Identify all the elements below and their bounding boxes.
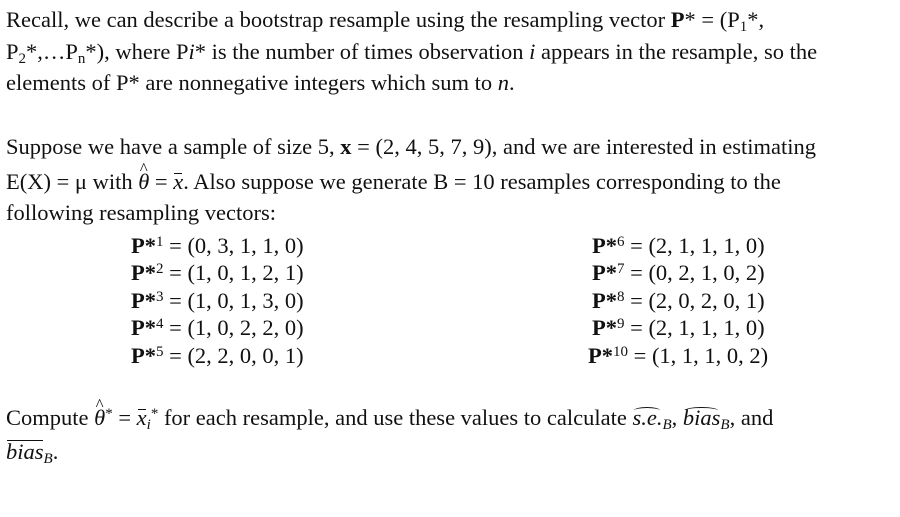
- text-span: for each resample, and use these values to calculate: [158, 405, 633, 430]
- text-span: P*: [131, 233, 156, 258]
- bold-vector-x: x: [340, 134, 352, 159]
- text-span: =: [112, 405, 137, 430]
- vector-row: [588, 342, 900, 369]
- vector-row: [592, 287, 900, 314]
- paragraph-sample-setup: [6, 131, 886, 229]
- superscript: 1: [156, 234, 164, 250]
- italic-var: i: [529, 38, 536, 64]
- vector-value: = (2, 1, 1, 1, 0): [624, 315, 765, 341]
- text-line: [6, 436, 886, 468]
- text-line: [6, 4, 886, 36]
- superscript: 5: [156, 343, 164, 360]
- vector-row: [592, 232, 900, 259]
- subscript: 2: [18, 50, 27, 67]
- text-span: elements of P* are nonnegative integers which sum to: [6, 70, 498, 95]
- text-span: P*: [588, 342, 613, 368]
- vector-name: [592, 260, 625, 285]
- subscript: 1: [739, 19, 748, 35]
- text-span: appears in the resample, so the: [535, 38, 818, 64]
- italic-var: i: [188, 38, 195, 64]
- text-span: P*: [592, 287, 617, 313]
- x-bar: x: [137, 402, 147, 434]
- subscript: B: [43, 451, 53, 467]
- text-line: [6, 131, 886, 163]
- superscript: 4: [156, 316, 164, 333]
- text-span: =: [149, 168, 174, 194]
- bias-bar: bias: [6, 436, 44, 468]
- text-span: .: [509, 70, 515, 95]
- bold-vector-P: P: [670, 7, 685, 32]
- text-span: *,…P: [26, 38, 78, 64]
- superscript: 7: [617, 261, 625, 278]
- superscript: 2: [156, 261, 164, 278]
- vector-name: [131, 315, 164, 340]
- superscript: 6: [617, 234, 625, 250]
- text-span: *), where P: [85, 38, 189, 64]
- subscript: i: [146, 417, 151, 433]
- vector-value: = (1, 1, 1, 0, 2): [628, 342, 769, 368]
- text-span: Suppose we have a sample of size 5,: [6, 134, 341, 159]
- superscript: *: [150, 406, 159, 422]
- text-span: * is the number of times observation: [194, 38, 530, 64]
- text-line: [6, 36, 886, 68]
- vector-value: = (1, 0, 1, 3, 0): [163, 287, 304, 313]
- text-span: E(X) = μ with: [6, 168, 139, 194]
- text-line: [6, 67, 886, 99]
- text-span: Recall, we can describe a bootstrap resample using the resampling vector: [6, 7, 671, 32]
- vector-name: [592, 288, 625, 313]
- vector-value: = (2, 0, 2, 0, 1): [624, 287, 765, 313]
- subscript: n: [77, 50, 86, 67]
- superscript: 10: [613, 343, 628, 360]
- paragraph-task-instructions: [6, 402, 886, 468]
- vector-name: [131, 260, 164, 285]
- vector-row: [131, 342, 441, 369]
- vector-value: = (2, 2, 0, 0, 1): [163, 342, 304, 368]
- vector-name: [592, 315, 625, 340]
- text-span: P*: [131, 342, 156, 368]
- text-span: .: [52, 439, 59, 464]
- text-span: P*: [592, 315, 617, 341]
- resampling-vectors-left-column: [131, 232, 441, 369]
- superscript: 8: [617, 288, 625, 305]
- paragraph-resampling-vector-definition: [6, 4, 886, 99]
- text-line: [6, 402, 886, 436]
- superscript: 3: [156, 288, 164, 305]
- vector-row: [592, 259, 900, 286]
- text-span: *,: [747, 7, 765, 32]
- text-span: P*: [592, 260, 617, 286]
- text-span: P*: [131, 287, 156, 313]
- superscript: 9: [617, 316, 625, 333]
- vector-name: [588, 343, 628, 368]
- vector-name: [131, 233, 164, 258]
- italic-var: n: [497, 70, 509, 95]
- vector-row: [131, 314, 441, 341]
- vector-name: [131, 343, 164, 368]
- vector-value: = (0, 3, 1, 1, 0): [163, 233, 304, 258]
- vector-row: [131, 287, 441, 314]
- subscript: B: [720, 417, 730, 433]
- vector-value: = (0, 2, 1, 0, 2): [624, 260, 765, 286]
- text-line: [6, 166, 886, 198]
- superscript: *: [105, 406, 113, 422]
- text-line: following resampling vectors:: [6, 200, 276, 225]
- bias-hat: bias: [683, 402, 721, 434]
- text-span: P*: [131, 315, 156, 341]
- vector-row: [592, 314, 900, 341]
- text-span: ,: [671, 405, 683, 430]
- subscript: B: [662, 417, 672, 433]
- text-span: P: [6, 38, 19, 64]
- vector-name: [592, 233, 625, 258]
- vector-row: [131, 259, 441, 286]
- theta-hat: ^ θ: [138, 166, 149, 198]
- vector-value: = (1, 0, 2, 2, 0): [163, 315, 304, 341]
- text-span: = (2, 4, 5, 7, 9), and we are interested in estimating: [351, 134, 816, 159]
- text-span: P*: [592, 233, 617, 258]
- theta-hat: ^ θ: [94, 402, 105, 434]
- text-span: P*: [131, 260, 156, 286]
- se-hat: s.e.: [632, 402, 662, 434]
- text-span: * = (P: [684, 7, 740, 32]
- vector-value: = (1, 0, 1, 2, 1): [163, 260, 304, 286]
- text-span: , and: [729, 405, 774, 430]
- text-span: . Also suppose we generate B = 10 resamples corresponding to the: [183, 168, 781, 194]
- vector-name: [131, 288, 164, 313]
- vector-value: = (2, 1, 1, 1, 0): [624, 233, 765, 258]
- x-bar: x: [173, 166, 183, 198]
- resampling-vectors-right-column: [588, 232, 900, 369]
- vector-row: [131, 232, 441, 259]
- text-span: Compute: [6, 405, 95, 430]
